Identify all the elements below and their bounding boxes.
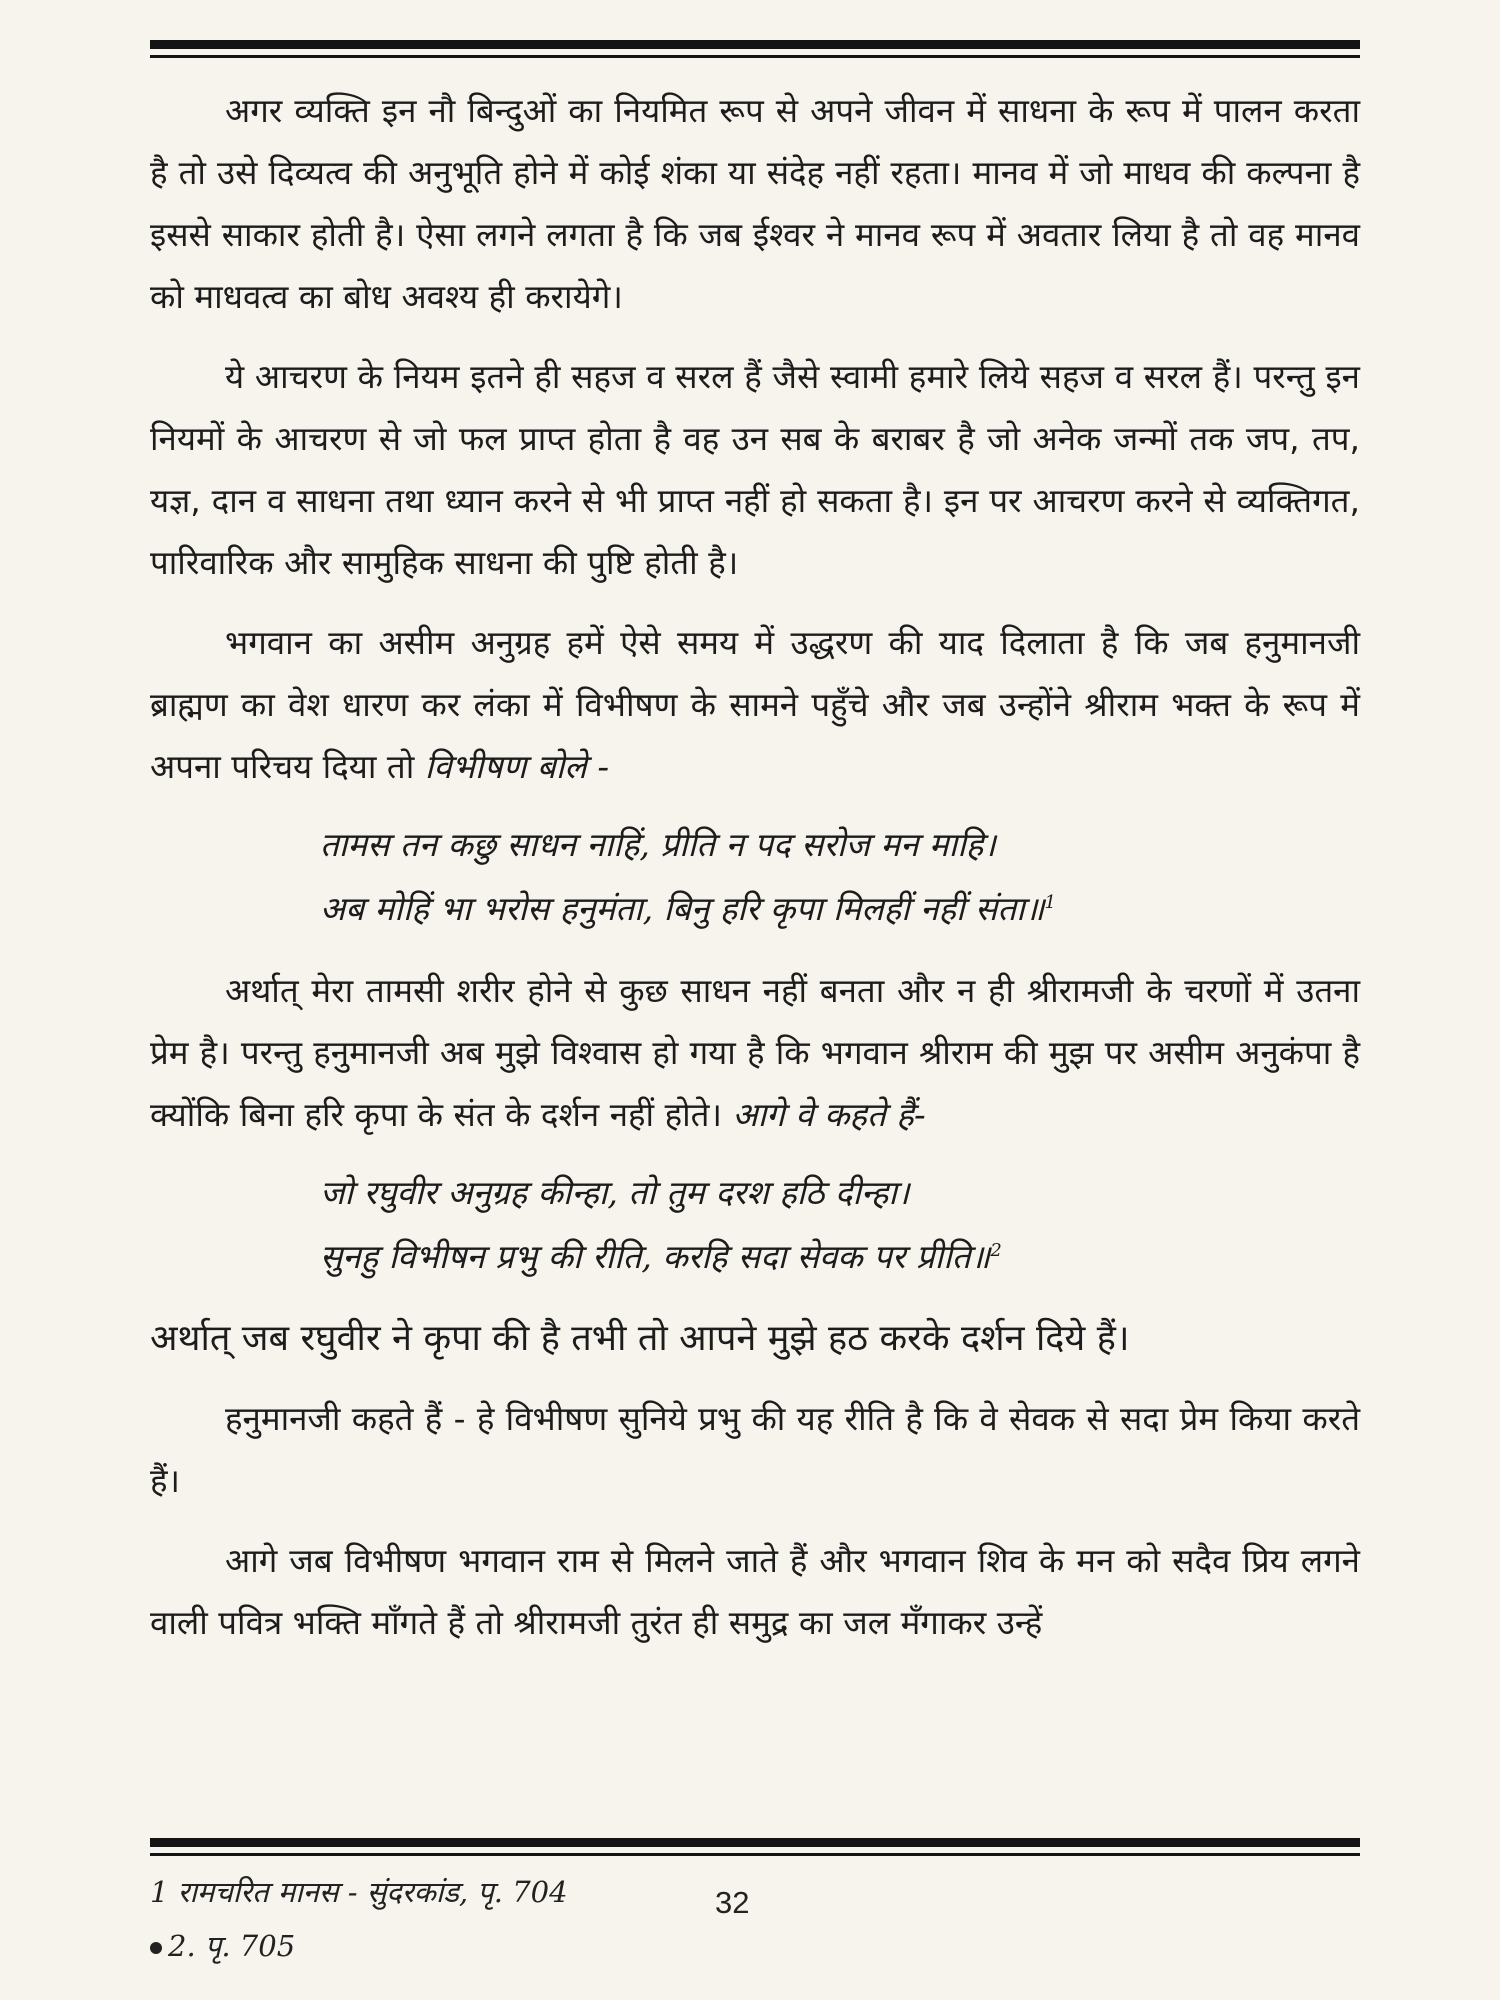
verse-2	[150, 1164, 1360, 1286]
footnote-ref-1: 1	[1044, 892, 1056, 913]
footnote-2: 2. पृ. 705	[168, 1929, 296, 1963]
paragraph-3-emphasis: विभीषण बोले -	[424, 747, 610, 786]
footnote-2-row	[150, 1919, 850, 1973]
page-number: 32	[715, 1885, 750, 1920]
verse-1	[150, 816, 1360, 938]
paragraph-6: हनुमानजी कहते हैं - हे विभीषण सुनिये प्रभु की यह रीति है कि वे सेवक से सदा प्रेम किया करते हैं।	[150, 1399, 1360, 1500]
paragraph-3	[150, 612, 1360, 798]
paragraph-5: अर्थात् जब रघुवीर ने कृपा की है तभी तो आपने मुझे हठ करके दर्शन दिये हैं।	[150, 1318, 1130, 1359]
verse-1-line-2-text: अब मोहिं भा भरोस हनुमंता, बिनु हरि कृपा मिलहीं नहीं संता॥	[320, 889, 1045, 928]
paragraph-2: ये आचरण के नियम इतने ही सहज व सरल हैं जैसे स्वामी हमारे लिये सहज व सरल हैं। परन्तु इन नियमों के आचरण से जो फल प्राप्त होता है वह उन सब के बराबर है जो अनेक जन्मों तक जप, तप, यज्ञ, दान व साधना तथा ध्यान करने से भी प्राप्त नहीं हो सकता है। इन पर आचरण करने से व्यक्तिगत, पारिवारिक और सामुहिक साधना की पुष्टि होती है।	[150, 357, 1360, 582]
verse-1-line-1: तामस तन कछु साधन नाहिं, प्रीति न पद सरोज मन माहि।	[320, 825, 996, 864]
footnote-ref-2: 2	[990, 1240, 1002, 1261]
bottom-rule-thick	[150, 1838, 1360, 1847]
verse-2-line-2	[320, 1222, 1360, 1286]
paragraph-7: आगे जब विभीषण भगवान राम से मिलने जाते हैं और भगवान शिव के मन को सदैव प्रिय लगने वाली पवित्र भक्ति माँगते हैं तो श्रीरामजी तुरंत ही समुद्र का जल मँगाकर उन्हें	[150, 1541, 1360, 1642]
paragraph-4-emphasis: आगे वे कहते हैं-	[732, 1095, 926, 1134]
paragraph-3-text: भगवान का असीम अनुग्रह हमें ऐसे समय में उद्धरण की याद दिलाता है कि जब हनुमानजी ब्राह्मण का वेश धारण कर लंका में विभीषण के सामने पहुँचे और जब उन्होंने श्रीराम भक्त के रूप में अपना परिचय दिया तो	[150, 623, 1360, 786]
top-rule-thick	[150, 40, 1360, 49]
verse-1-line-2	[320, 874, 1360, 938]
paragraph-4	[150, 960, 1360, 1146]
paragraph-4-text: अर्थात् मेरा तामसी शरीर होने से कुछ साधन नहीं बनता और न ही श्रीरामजी के चरणों में उतना प्रेम है। परन्तु हनुमानजी अब मुझे विश्वास हो गया है कि भगवान श्रीराम की मुझ पर असीम अनुकंपा है क्योंकि बिना हरि कृपा के संत के दर्शन नहीं होते।	[150, 971, 1360, 1134]
bottom-rule-thin	[150, 1853, 1360, 1856]
paragraph-1: अगर व्यक्ति इन नौ बिन्दुओं का नियमित रूप से अपने जीवन में साधना के रूप में पालन करता है तो उसे दिव्यत्व की अनुभूति होने में कोई शंका या संदेह नहीं रहता। मानव में जो माधव की कल्पना है इससे साकार होती है। ऐसा लगने लगता है कि जब ईश्वर ने मानव रूप में अवतार लिया है तो वह मानव को माधवत्व का बोध अवश्य ही करायेगे।	[150, 91, 1360, 316]
top-rule-thin	[150, 55, 1360, 58]
verse-2-line-1: जो रघुवीर अनुग्रह कीन्हा, तो तुम दरश हठि दीन्हा।	[320, 1173, 910, 1212]
body-text	[150, 80, 1360, 1672]
footnote-1: 1 रामचरित मानस - सुंदरकांड, पृ. 704	[150, 1875, 568, 1909]
verse-2-line-2-text: सुनहु विभीषन प्रभु की रीति, करहि सदा सेवक पर प्रीति॥	[320, 1237, 991, 1276]
bullet-icon	[150, 1942, 162, 1954]
